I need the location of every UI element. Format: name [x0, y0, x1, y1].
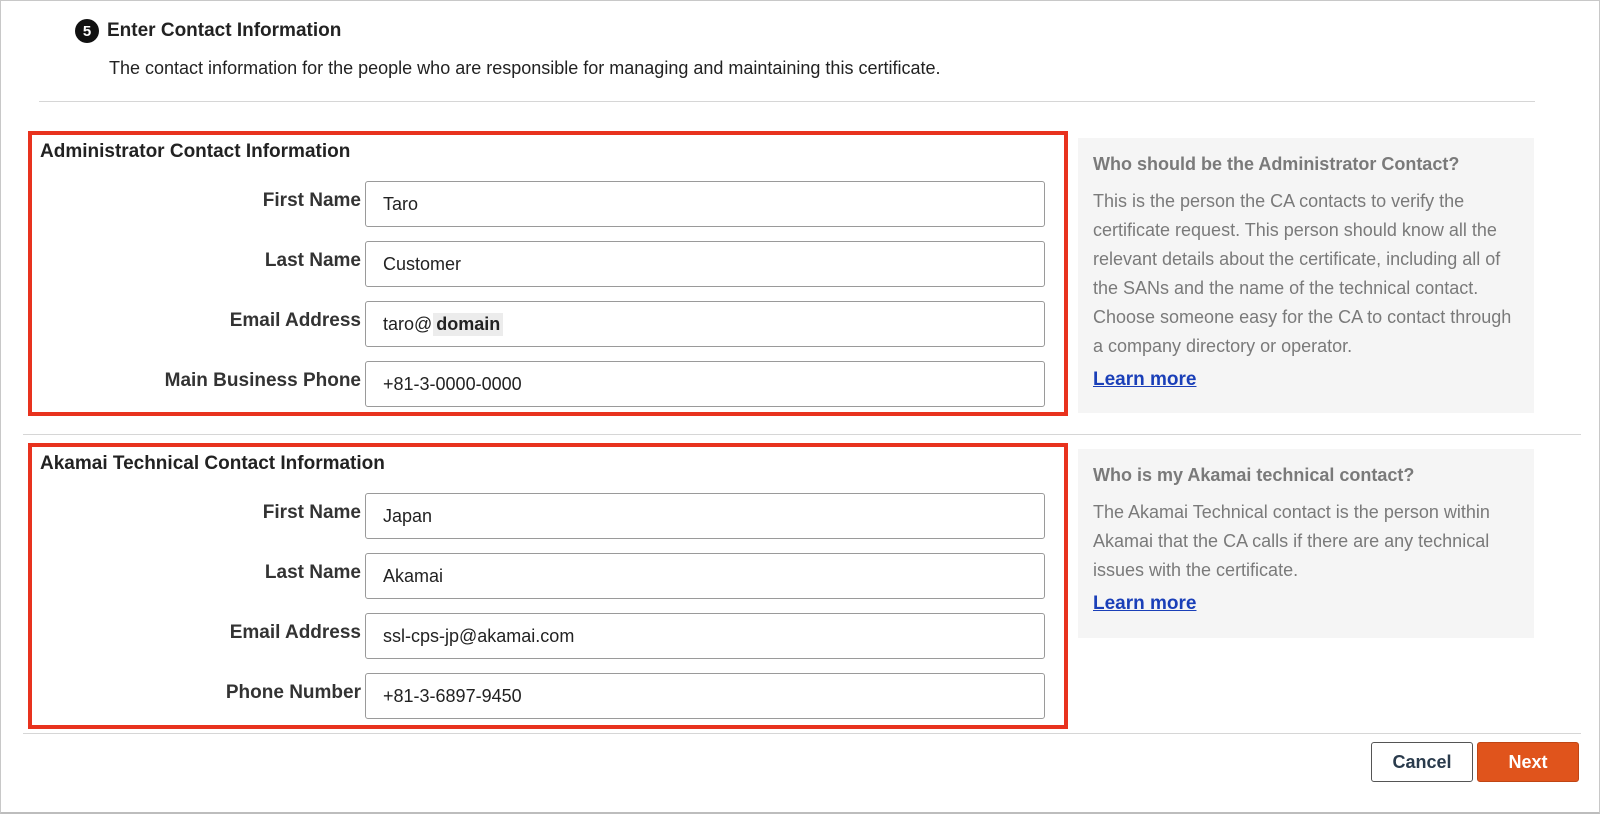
step-description: The contact information for the people who are responsible for managing and maintaining this certificate.	[109, 58, 941, 78]
admin-phone-row	[32, 361, 1064, 407]
admin-first-name-input[interactable]	[365, 181, 1045, 227]
footer-divider	[23, 733, 1581, 734]
tech-contact-section	[28, 443, 1068, 729]
tech-phone-input[interactable]	[365, 673, 1045, 719]
admin-email-prefix: taro@	[383, 313, 433, 334]
tech-first-name-input[interactable]	[365, 493, 1045, 539]
admin-contact-section	[28, 131, 1068, 416]
tech-help-panel	[1078, 449, 1534, 638]
admin-last-name-row	[32, 241, 1064, 287]
cancel-button[interactable]: Cancel	[1371, 742, 1473, 782]
admin-email-label: Email Address	[229, 310, 361, 331]
tech-section-title: Akamai Technical Contact Information	[40, 453, 385, 474]
tech-email-input[interactable]	[365, 613, 1045, 659]
admin-help-body: This is the person the CA contacts to verify the certificate request. This person should know all the relevant details about the certificate, including all of the SANs and the name of the technical contact. Choose someone easy for the CA to contact through a company directory or operator.	[1093, 191, 1512, 356]
tech-first-name-label: First Name	[262, 502, 361, 523]
step-number-badge: 5	[75, 19, 99, 43]
section-divider	[23, 434, 1581, 435]
tech-help-body: The Akamai Technical contact is the person within Akamai that the CA calls if there are any technical issues with the certificate.	[1093, 502, 1490, 580]
admin-learn-more-link[interactable]: Learn more	[1093, 369, 1197, 390]
tech-last-name-row	[32, 553, 1064, 599]
admin-email-domain-redacted: domain	[433, 313, 503, 336]
next-button[interactable]: Next	[1477, 742, 1579, 782]
tech-email-label: Email Address	[229, 622, 361, 643]
tech-email-row	[32, 613, 1064, 659]
tech-help-title: Who is my Akamai technical contact?	[1093, 465, 1415, 485]
tech-first-name-row	[32, 493, 1064, 539]
admin-last-name-label: Last Name	[264, 250, 361, 271]
admin-first-name-label: First Name	[262, 190, 361, 211]
admin-last-name-input[interactable]	[365, 241, 1045, 287]
tech-phone-label: Phone Number	[225, 682, 361, 703]
tech-last-name-label: Last Name	[264, 562, 361, 583]
tech-phone-row	[32, 673, 1064, 719]
admin-first-name-row	[32, 181, 1064, 227]
admin-phone-label: Main Business Phone	[164, 370, 361, 391]
admin-phone-input[interactable]	[365, 361, 1045, 407]
admin-help-title: Who should be the Administrator Contact?	[1093, 154, 1460, 174]
step-header	[75, 19, 341, 43]
admin-email-input[interactable]	[365, 301, 1045, 347]
admin-email-row	[32, 301, 1064, 347]
header-divider	[39, 101, 1535, 102]
admin-section-title: Administrator Contact Information	[40, 141, 351, 162]
admin-help-panel	[1078, 138, 1534, 413]
tech-last-name-input[interactable]	[365, 553, 1045, 599]
step-title: Enter Contact Information	[107, 20, 342, 41]
tech-learn-more-link[interactable]: Learn more	[1093, 593, 1197, 614]
